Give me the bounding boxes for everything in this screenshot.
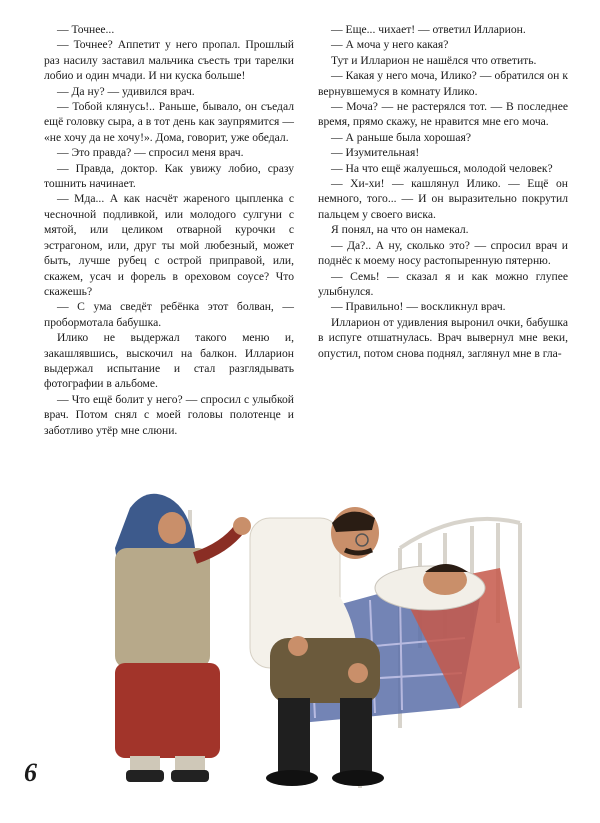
- page-number: 6: [24, 758, 37, 787]
- paragraph: — Точнее? Аппетит у него пропал. Прошлый раз насилу заставил мальчика съесть три тарелки лобио и один мчади. И ни куска больше!: [44, 38, 294, 83]
- paragraph: — Правильно! — воскликнул врач.: [331, 300, 506, 314]
- left-text-column: [44, 22, 294, 438]
- paragraph: — Правда, доктор. Как увижу лобио, сразу тошнить начинает.: [44, 161, 294, 191]
- paragraph: — Это правда? — спросил меня врач.: [57, 146, 244, 160]
- paragraph: — А раньше была хорошая?: [331, 130, 471, 144]
- paragraph: — Хи-хи! — кашлянул Илико. — Ещё он немного, того... — И он выразительно покрутил пальцем у своего виска.: [318, 177, 568, 221]
- right-text-column: [318, 22, 568, 361]
- paragraph: — Еще... чихает! — ответил Илларион.: [331, 23, 526, 36]
- paragraph: — Мда... А как насчёт жареного цыпленка с чесночной подливкой, или молодого сулгуни с мятой, или целиком отварной курочки с эстрагоном, или, друг ты мой любезный, может быть, лучше рубец с острой приправой, или, скажем, усач и форель в ореховом соусе? Что скажешь?: [44, 192, 294, 298]
- paragraph: — Да?.. А ну, сколько это? — спросил врач и поднёс к моему носу растопыренную пятерню.: [318, 238, 568, 268]
- paragraph: — Изумительная!: [331, 146, 420, 160]
- paragraph: Илико не выдержал такого меню и, закашлявшись, выскочил на балкон. Илларион выдержал испытание и стал разглядывать фотографии в альбоме.: [44, 331, 294, 391]
- paragraph: — Моча? — не растерялся тот. — В последнее время, прямо скажу, не нравится мне его моча.: [318, 100, 568, 129]
- paragraph: — Какая у него моча, Илико? — обратился он к вернувшемуся в комнату Илико.: [318, 69, 568, 98]
- grandmother: [115, 494, 251, 782]
- paragraph: — На что ещё жалуешься, молодой человек?: [331, 161, 553, 175]
- paragraph: — Да ну? — удивился врач.: [57, 84, 195, 98]
- paragraph: — Тобой клянусь!.. Раньше, бывало, он съедал ещё головку сыра, а в тот день как заупрямится — «не хочу да не хочу!». Дома, говорит, уже обедал.: [44, 100, 294, 144]
- paragraph: Я понял, на что он намекал.: [331, 223, 469, 237]
- paragraph: — Точнее...: [57, 23, 115, 36]
- paragraph: Тут и Илларион не нашёлся что ответить.: [331, 53, 537, 67]
- doctor: [250, 507, 384, 786]
- paragraph: — Семь! — сказал я и как можно глупее улыбнулся.: [318, 269, 568, 298]
- paragraph: — С ума сведёт ребёнка этот болван, — пробормотала бабушка.: [44, 300, 294, 329]
- paragraph: Илларион от удивления выронил очки, бабушка в испуге отшатнулась. Врач вывернул мне веки, опустил, потом снова поднял, заглянул мне в гла-: [318, 315, 568, 360]
- illustration-doctor-examining-boy: [100, 488, 560, 798]
- paragraph: — А моча у него какая?: [331, 38, 449, 52]
- paragraph: — Что ещё болит у него? — спросил с улыбкой врач. Потом снял с моей головы полотенце и заботливо утёр мне слюни.: [44, 392, 294, 437]
